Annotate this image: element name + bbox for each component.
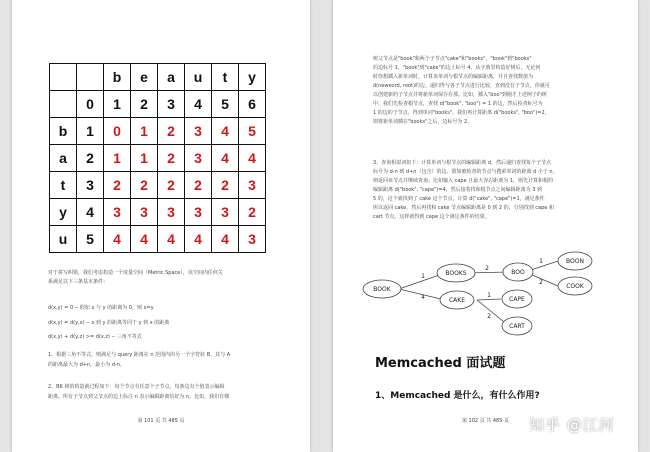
grid-cell: 1: [104, 145, 131, 172]
grid-cell: 4: [77, 199, 104, 226]
grid-cell: 3: [104, 199, 131, 226]
paragraph: 5 的，这个就找到了 cake 这个节点，计算 d("cake", "cape")=1，满足条件: [373, 196, 545, 202]
paragraph: 则返回该节点并继续查询。比如输入 cape 且最大容忍距离为 1，则先计算和根的: [373, 178, 554, 184]
grid-cell: 4: [212, 118, 239, 145]
grid-cell: 2: [158, 118, 185, 145]
paragraph: 中，我们先检查根节点，查找 d("book", "boo") = 1 的边，然后检查标号为: [373, 101, 543, 107]
paragraph: 距离。所有子节点到父节点的边上标注 n 表示编辑距离恰好为 n。比如，我们有棵: [48, 394, 230, 400]
right-page: [333, 0, 638, 452]
grid-cell: 2: [77, 145, 104, 172]
section-heading: Memcached 面试题: [375, 356, 506, 371]
grid-cell: 2: [104, 172, 131, 199]
edit-distance-grid: [49, 63, 266, 253]
grid-cell: y: [239, 64, 266, 91]
paragraph: 系满足以下三条基本条件：: [48, 279, 109, 285]
watermark: 知乎 @江河: [529, 416, 615, 434]
bk-tree-diagram: [333, 0, 638, 452]
paragraph: 则将新单词插在"books"之后，边标号为 2。: [373, 119, 473, 125]
paragraph: 1 的边的子节点，得到单词"books"。我们再计算距离 d("books", "boo")=2，: [373, 110, 550, 116]
grid-row: [50, 199, 266, 226]
tree-node-label: COOK: [566, 283, 584, 290]
paragraph: 2、BK 树的构造就过程如下：每个节点有任意个子节点，每条边有个值表示编辑: [48, 384, 225, 390]
grid-cell: 2: [212, 172, 239, 199]
grid-cell: 3: [239, 172, 266, 199]
grid-cell: 4: [185, 91, 212, 118]
paragraph: cart 节点，这样就得到 cape 这个满足条件的结果。: [373, 214, 490, 220]
paragraph: 的边标号 1，"book"到"cake"的边上标号 4。从字典里构造好树后，无论何: [373, 65, 541, 71]
grid-cell: 4: [212, 226, 239, 253]
grid-cell: 3: [185, 145, 212, 172]
grid-cell: 2: [185, 172, 212, 199]
edge-label: 2: [539, 279, 543, 286]
paragraph: d(neweord, root)的边。递归得与各子节点进行比较，直到没有子节点，你就可: [373, 83, 550, 89]
tree-node-label: BOOKS: [445, 270, 467, 277]
left-page: [12, 0, 310, 452]
grid-cell: 1: [131, 145, 158, 172]
grid-header-row: [50, 64, 266, 91]
grid-cell: 4: [131, 226, 158, 253]
grid-cell: u: [50, 226, 77, 253]
paragraph: 3、查询相似词如下：计算单词与根节点的编辑距离 d，然后递归查找每个子节点: [373, 160, 551, 166]
paragraph: 1、根据三角不等式，则满足与 query 距离在 n 范围内的另一个字符转 B，其与 A: [48, 352, 231, 358]
formula-line: d(x,y) = d(y,x) -- x 到 y 的距离等同于 y 到 x 的距离: [48, 320, 170, 326]
grid-cell: 2: [131, 172, 158, 199]
grid-cell: 3: [77, 172, 104, 199]
tree-node-label: BOOK: [373, 286, 391, 293]
grid-cell: 5: [239, 118, 266, 145]
grid-cell: 2: [158, 145, 185, 172]
grid-cell: 3: [131, 199, 158, 226]
grid-cell: e: [131, 64, 158, 91]
grid-row: [50, 118, 266, 145]
paragraph: 的距离最大为 d+n，最小为 d-n。: [48, 362, 125, 368]
grid-cell: b: [50, 118, 77, 145]
formula-line: d(x,y) + d(y,z) >= d(x,z) -- 三角不等式: [48, 334, 142, 340]
grid-cell: [50, 64, 77, 91]
grid-cell: b: [104, 64, 131, 91]
grid-cell: 2: [131, 91, 158, 118]
grid-cell: t: [212, 64, 239, 91]
grid-row: [50, 145, 266, 172]
grid-cell: 4: [239, 145, 266, 172]
grid-cell: 6: [239, 91, 266, 118]
formula-line: d(x,y) = 0 -- 假如 x 与 y 的距离为 0，则 x=y: [48, 305, 154, 311]
grid-cell: a: [158, 64, 185, 91]
edge-label: 4: [421, 294, 425, 301]
paragraph: 以创建新的子节点并将新单词保存在那。比如，插入"boo"到刚才上述例子的树: [373, 92, 547, 98]
grid-cell: 5: [77, 226, 104, 253]
edge-label: 1: [421, 273, 425, 280]
grid-cell: 2: [239, 199, 266, 226]
grid-cell: [77, 64, 104, 91]
edge-label: 2: [487, 313, 491, 320]
grid-cell: 4: [212, 145, 239, 172]
grid-cell: 1: [104, 91, 131, 118]
paragraph: 所以返回 cake，然后再找和 cake 节点编辑距离是 0 到 2 的，分别找到 cape 和: [373, 205, 554, 211]
grid-cell: 4: [158, 226, 185, 253]
grid-cell: y: [50, 199, 77, 226]
grid-cell: 3: [158, 199, 185, 226]
grid-cell: a: [50, 145, 77, 172]
grid-cell: u: [185, 64, 212, 91]
grid-cell: 0: [104, 118, 131, 145]
paragraph: 编辑距离 d("book", "cape")=4，然后接着找和根节点之间编辑距离为 3 到: [373, 187, 543, 193]
grid-cell: t: [50, 172, 77, 199]
grid-row: [50, 91, 266, 118]
edge-label: 2: [485, 265, 489, 272]
grid-cell: 3: [239, 226, 266, 253]
page-footer: 第 101 页 共 485 页: [137, 418, 185, 424]
grid-cell: 1: [131, 118, 158, 145]
grid-cell: 3: [185, 118, 212, 145]
tree-node-label: BOON: [566, 258, 584, 265]
tree-node-label: CAPE: [509, 296, 525, 303]
tree-node-label: BOO: [511, 269, 525, 276]
paragraph: 标号为 d-n 到 d+n（包含）的边。假如被检查的节点与搜索单词的距离 d 小于 n，: [373, 169, 558, 175]
paragraph: 时你想插入新单词时，计算该单词与根节点的编辑距离，并且查找数值为: [373, 74, 534, 80]
edge-label: 1: [487, 292, 491, 299]
paragraph: 树父节点是"book"和两个子节点"cake"和"books"，"book"到"books": [373, 56, 532, 62]
grid-cell: 5: [212, 91, 239, 118]
grid-cell: 1: [77, 118, 104, 145]
tree-node-label: CAKE: [448, 297, 466, 304]
grid-cell: 2: [158, 172, 185, 199]
grid-row: [50, 172, 266, 199]
grid-cell: 3: [212, 199, 239, 226]
paragraph: 对于拼写纠错，我们考虑构造一个度量空间（Metric Space），该空间内任何关: [48, 270, 223, 276]
grid-row: [50, 226, 266, 253]
grid-cell: 3: [185, 199, 212, 226]
grid-cell: 4: [104, 226, 131, 253]
edge-label: 1: [539, 258, 543, 265]
grid-cell: 0: [77, 91, 104, 118]
tree-node-label: CART: [509, 323, 525, 330]
question-heading: 1、Memcached 是什么，有什么作用?: [375, 391, 540, 401]
grid-cell: [50, 91, 77, 118]
page-footer: 第 102 页 共 485 页: [461, 418, 510, 424]
grid-cell: 3: [158, 91, 185, 118]
grid-cell: 4: [185, 226, 212, 253]
